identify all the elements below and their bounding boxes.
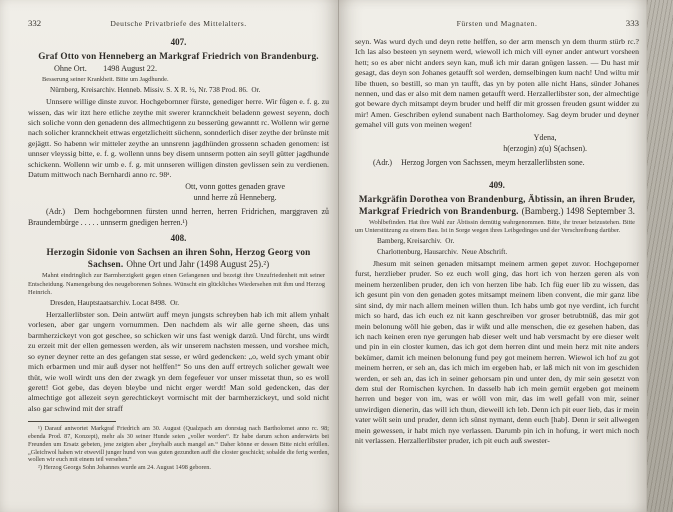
entry-408-dateline: Ohne Ort und Jahr (1498 August 25).²) — [126, 259, 270, 270]
entry-408-title-text: Herzogin Sidonie von Sachsen an ihren Sohn, Herzog Georg von Sachsen. — [46, 247, 311, 270]
page-number-left: 332 — [28, 18, 42, 28]
entry-409-body: Jhesum mit seinen genaden mitsampt meinem armen gepet zuvor. Hochgeporner furst, herzlieber pruder. So ez euch woll ging, das hort ich von herzen geren als von meinem herzenliben pruder, den ich von herzen libe hab. Ich füg euer lib zu wissen, das ich gesunt pin von den genaden gotes mitsampt meinem liben convent, die mir ganz libe sint sind, dy mir nach allem meinen willen thun. Ich habs umb got nye verdint, ich furcht mich so hard, das ich euch ez nit kann geschreiben vor groser betrubtnüß, das mir got mein belonung wöll hie geben, das ir wißt und alle menschen, die ez gesehen haben, das ich nach keinen eren nye gerungen hab dieser welt und hab versmacht by ere dieser welt und pin in ein closter kumen, das ich got dem herren dint und mein herz mit nite anders bekümer, damit ich meinen belonung fund pey got meinem herren. Wiewol ich hof zu got meinem herren, er seh an, das ich mich im ergeben hab, er laß mich nit von im geschiden werden, er seh an, das ich in seiner gehorsam pin und unter den, dy mir sein gesetzt von dem stul der Romischen kyrchen. In dasselb hab ich mein gemüt ergeben got meinem herren und beger von im, was er wöll von mir, das im well gefall von mir, seiner unwirdigen dienerin, das will ich thun, dieweill ich leb. Denn ich pit euer lieb, das ir mein vater wölt sein und pruder, denn ich sünst nymant, denn euch [hab]. Denn ir seit allwegen mein gewessen, ir habt mich nye verlassen. Darumb pin ich in hofung, ir wert mich noch nit verlassen. Herzallerlibster pruder, ich pit euch auß swester- — [355, 259, 639, 445]
entry-407-source: Nürnberg, Kreisarchiv. Henneb. Missiv. S. X R. ½, Nr. 738 Prod. 86. Or. — [50, 86, 261, 95]
footnote-1: ¹) Darauf antwortet Markgraf Friedrich am 30. August (Qualzpach am donrstag nach Bartholomei anno rc. 98; ebenda Prod. 87, Konzept), mehr als 30 seiner Hunde seien „voller worden“. Er habe darum schon anderwärts bei Freunden um Ersatz gebeten, jene zeigten aber „freyhalb auch mangel an.“ Daher könne er dessen Bitte nicht erfüllen. „Gleichwol haben wir etwevill junger hund von was guten gezundten auff die closter geschickt; sobalde die ferig werden, wollen wir euch mit einem teil versehen.“ — [28, 425, 329, 464]
entry-408-regest: Mahnt eindringlich zur Barmherzigkeit gegen einen Gefangenen und bezeigt ihre Unzufriedenheit mit seiner Entscheidung. Namengebung des neugeborenen Sohnes. Wünscht ein glückliches Wiedersehen mit ihm und Herzog Heinrich. — [28, 272, 325, 296]
entry-408-number: 408. — [170, 233, 187, 244]
entry-407-title: Graf Otto von Henneberg an Markgraf Friedrich von Brandenburg. — [38, 51, 319, 61]
entry-408-address — [355, 157, 639, 168]
entry-407-dateline: Ohne Ort. 1498 August 22. — [54, 64, 158, 73]
page-number-right: 333 — [625, 18, 639, 28]
entry-407-regest: Besserung seiner Krankheit. Bitte um Jagdhunde. — [42, 76, 169, 83]
entry-409-dateline: (Bamberg.) 1498 September 3. — [521, 205, 635, 216]
address-text: Dem hochgebornnen fürsten unnd herren, herren Fridrichen, marggraven zů Braundembürge . . . . . unnserm gnedigen herren.¹) — [28, 207, 329, 228]
entry-409-title — [355, 193, 639, 217]
book-fore-edge — [647, 0, 673, 512]
entry-407-body: Unnsere willige dinste zuvor. Hochgebornner fürste, genediger herre. Wir fügen e. f. g. zu wissen, das wir itzt here etliche zeythe mit swerer krannckheit beladenn gewest seyenn, doch sich soliche vonn den genadenn des allmechtigenn zu besserüng gewanntt rc. Wollenn wir gerne nach solicher krannckheit ettwas ergetzlicheitt süchenn, sonnderlich diser zeythe der brünste mit gejägtt. So habenn wir mitteler zeythe an unnsrenn jagdhünden grossenn schaden genomen: ist unnser vleyssig bitte, e. f. g. wollenn unns bey disem unnserm potten ain seyll gütter jagdhunde schickenn. Wollenn wir umb e. f. g. mit unnseren willigen dinsten gevlissen sein zu verdienen. Datum mittwoch nach Bernhardi anno rc. 98ᵃ. — [28, 97, 329, 180]
running-header-title-left: Deutsche Privatbriefe des Mittelalters. — [110, 19, 247, 28]
entry-408-continuation: seyn. Was wurd dych und deyn rette helffen, so der arm mensch yn dem thurm stürb rc.? Ich las also besteen yn seynem werd, wiewoll ich mich vill eyner ander antwurt vorsheen hett; so es aber nicht anders seyn kan, muß ich mir daran gnügen lassen. — Du hast mir gesagt, das deyn son Johanes getaufft sol werden, demselbingen kum nach! Und wiltu mir libe thuen, so bestill, so man yn taufft, das yn by poten alle nicht Hans, sünder Johanes nennen, und das er also mit dem namen getaufft werd. Herzallerlibster son, der almechtige got beware dych mitsampt deym bruder und helff dir mit grossen freuden gsunt widder zu mir! Amen. Geschriben eylend sunabent nach Bartholomey. Sag deym bruder und deyner gemahel vill guts von meinen wegen! — [355, 37, 639, 130]
entry-409-title-text: Markgräfin Dorothea von Brandenburg, Äbtissin, an ihren Bruder, Markgraf Friedrich von Brandenburg. — [358, 193, 636, 216]
page-right — [339, 0, 647, 512]
footnote-2: ²) Herzog Georgs Sohn Johannes wurde am 24. August 1498 geboren. — [38, 464, 211, 472]
running-header-title-right: Fürsten und Magnaten. — [456, 19, 538, 28]
entry-409-regest: Wohlbefinden. Hat ihre Wahl zur Äbtissin demütig wahrgenommen. Bitte, ihr treuer beizustehen. Bitte um Unterstützung zu einem Bau. Ist in Sorge wegen ihres Leibgedinges und der Verschreibung darüber. — [355, 218, 635, 234]
entry-409-source-1: Bamberg, Kreisarchiv. Or. — [377, 237, 455, 246]
running-head-left — [28, 18, 329, 28]
entry-408-body: Herzallerlibster son. Dein antwürt auff meyn jungsts schreyben hab ich mit allem ynhalt vorlesen, aber gar ungern vornummen. Den nachdem als wir alle gerne sheen, das uns barmherzickeyt von got geschee, so schicken wir uns fast wenigk darzü. Und fürcht, uns wirdt zu erzeit mit der ellen gemessen werden, als wir unserem nachsten messen, und vorshee mich, so eyner deyner rette an des gefangen stat sesse, er würd gedencken: „o, weld sych ymant obir mich erbarmen und mir auß dyser not helffen!“ So uns den auff ertreych solicher gewalt wee thüt, wie woll wirdt uns den der zwagk yn dem fegefeuer vor unser missetat thun, so es woll gerett! Got gebe, das deyen bleybe und nicht erger werdt! Man sold gedencken, das der almechtige got allezeit seyn gerechtickeyt vormischt mit der barmherzickeyt, und sold nicht also gar schwind mit der straff — [28, 310, 329, 413]
entry-408-source: Dresden, Hauptstaatsarchiv. Locat 8498. Or. — [50, 299, 180, 308]
address-text: Herzog Jorgen von Sachssen, meym herzallerlibsten sone. — [401, 157, 585, 167]
entry-409-source-2: Charlottenburg, Hausarchiv. Neue Abschrift. — [377, 248, 508, 257]
entry-409-number: 409. — [489, 179, 505, 190]
entry-408-signature — [355, 132, 639, 154]
spacer — [355, 168, 639, 175]
signature-line: Ott, vonn gottes genaden grave — [185, 182, 285, 192]
running-head-right — [355, 18, 639, 28]
entry-408-title — [28, 246, 329, 270]
signature-line: unnd herre zů Henneberg. — [193, 193, 277, 203]
address-label: (Adr.) — [373, 157, 393, 167]
signature-line: Ydena, — [533, 132, 557, 142]
signature-line: h(erzogin) z(u) S(achsen). — [503, 143, 587, 153]
entry-407-address — [28, 206, 329, 228]
entry-407-signature — [28, 181, 329, 203]
address-label: (Adr.) — [46, 207, 66, 217]
entry-407-number: 407. — [170, 37, 187, 47]
footnote-rule — [28, 421, 116, 422]
